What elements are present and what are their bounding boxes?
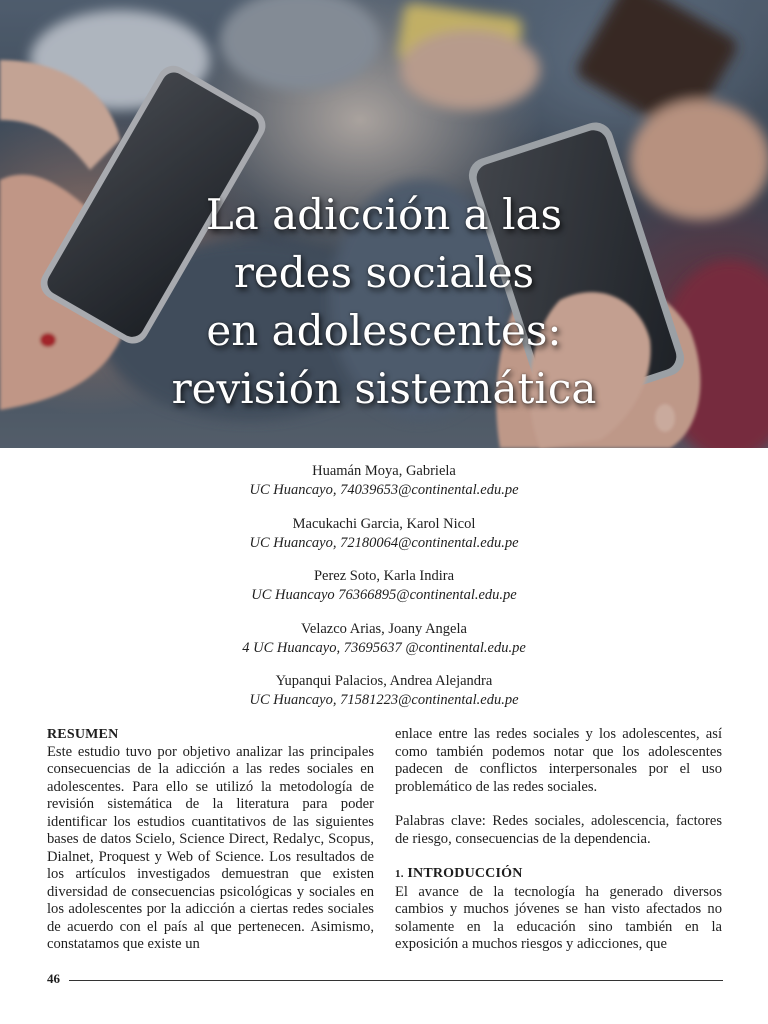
abstract-heading: RESUMEN	[47, 727, 119, 742]
footer-rule	[69, 980, 723, 981]
author-name: Macukachi Garcia, Karol Nicol	[292, 515, 476, 532]
author-name: Perez Soto, Karla Indira	[313, 568, 455, 585]
author-affiliation: UC Huancayo 76366895@continental.edu.pe	[251, 587, 517, 604]
author-list	[0, 462, 768, 725]
author-affiliation: UC Huancayo, 71581223@continental.edu.pe	[249, 692, 519, 709]
author-entry	[0, 462, 768, 515]
introduction-text: El avance de la tecnología ha generado diversos cambios y muchos jóvenes se han visto afectados no solamente en la educación sino también en la exposición a muchos riesgos y adicciones, que	[395, 883, 722, 952]
author-entry	[0, 672, 768, 725]
author-name: Huamán Moya, Gabriela	[312, 463, 456, 479]
author-entry	[0, 567, 768, 620]
article-title	[0, 186, 768, 418]
author-name: Velazco Arias, Joany Angela	[301, 620, 467, 637]
author-entry	[0, 515, 768, 568]
author-entry	[0, 620, 768, 673]
author-name: Yupanqui Palacios, Andrea Alejandra	[275, 673, 493, 690]
introduction-heading	[395, 865, 722, 884]
section-title: INTRODUCCIÓN	[407, 866, 523, 881]
author-affiliation: 4 UC Huancayo, 73695637 @continental.edu.pe	[242, 639, 526, 656]
abstract-text: Este estudio tuvo por objetivo analizar las principales consecuencias de la adicción a las redes sociales en adolescentes. Para ello se utilizó la metodología de revisión sistemática de la literatura para poder identificar los estudios cuantitativos de las siguientes bases de datos Scielo, Science Direct, Redalyc, Scopus, Dialnet, Proquest y Web of Science. Los resultados de los artículos investigados demuestran que existen diversidad de consecuencias psicológicas y sociales en los adolescentes por la adicción a ciertas redes sociales de acuerdo con el país al que pertenecen. Asimismo, constatamos que existe un	[47, 743, 374, 952]
title-line: redes sociales	[233, 248, 535, 297]
page-number: 46	[47, 971, 60, 986]
abstract-text-continued: enlace entre las redes sociales y los adolescentes, así como también podemos notar que los adolescentes padecen de conflictos interpersonales por el uso problemático de las redes sociales.	[395, 726, 722, 795]
right-column	[395, 726, 722, 954]
author-affiliation: UC Huancayo, 72180064@continental.edu.pe	[249, 534, 519, 551]
header-photo	[0, 0, 768, 448]
title-line: La adicción a las	[205, 190, 563, 239]
section-number: 1.	[395, 868, 404, 880]
author-affiliation: UC Huancayo, 74039653@continental.edu.pe	[249, 482, 519, 498]
title-line: en adolescentes:	[206, 306, 562, 355]
page-footer	[47, 969, 723, 989]
keywords: Palabras clave: Redes sociales, adolescencia, factores de riesgo, consecuencias de la dependencia.	[395, 813, 722, 847]
title-line: revisión sistemática	[171, 364, 597, 413]
left-column	[47, 726, 374, 954]
